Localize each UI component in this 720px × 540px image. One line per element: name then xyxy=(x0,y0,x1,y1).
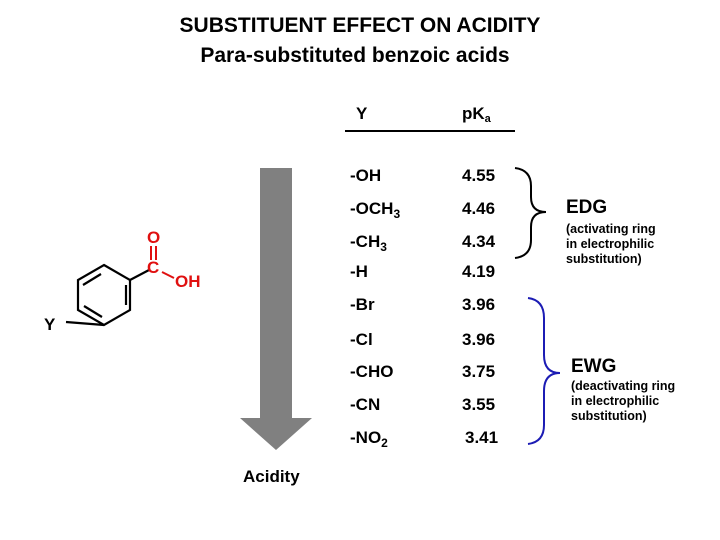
edg-brace xyxy=(515,168,546,258)
carbon-label: C xyxy=(147,258,160,277)
pka-cell: 3.96 xyxy=(462,295,496,314)
substituent-cell: -CN xyxy=(350,395,381,414)
pka-cell: 3.75 xyxy=(462,362,496,381)
substituent-cell: -OH xyxy=(350,166,382,185)
ewg-note: (deactivating ring in electrophilic substitution) xyxy=(571,379,676,423)
substituent-cell: $-OCH_3$ xyxy=(350,199,401,221)
acidity-label: Acidity xyxy=(243,467,300,486)
edg-note: (activating ring in electrophilic substitution) xyxy=(566,222,656,266)
substituent-cell: -Br xyxy=(350,295,375,314)
substituent-cell: -CHO xyxy=(350,362,394,381)
substituent-cell: -Cl xyxy=(350,330,373,349)
substituent-cell: $-CH_3$ xyxy=(350,232,387,254)
benzene-ring xyxy=(78,265,130,325)
acidity-arrow xyxy=(240,168,312,450)
title-line-2: Para-substituted benzoic acids xyxy=(200,44,510,67)
pka-cell: 4.46 xyxy=(462,199,496,218)
ewg-brace xyxy=(528,298,560,444)
substituent-cell: -H xyxy=(350,262,368,281)
pka-cell: 3.55 xyxy=(462,395,496,414)
y-substituent-label: Y xyxy=(44,315,56,334)
oxygen-label: O xyxy=(147,228,161,247)
title-line-1: SUBSTITUENT EFFECT ON ACIDITY xyxy=(179,14,541,37)
pka-cell: 3.96 xyxy=(462,330,496,349)
pka-cell: 3.41 xyxy=(465,428,499,447)
pka-cell: 4.34 xyxy=(462,232,496,251)
pka-cell: 4.55 xyxy=(462,166,496,185)
pka-cell: 4.19 xyxy=(462,262,496,281)
edg-label: EDG xyxy=(566,197,608,218)
substituent-cell: $-NO_2$ xyxy=(350,428,388,450)
hydroxyl-label: OH xyxy=(175,272,201,291)
ewg-label: EWG xyxy=(571,356,617,377)
column-header-y: Y xyxy=(356,104,368,123)
column-header-pka: pKa xyxy=(462,104,491,125)
benzoic-acid-structure xyxy=(66,265,149,325)
